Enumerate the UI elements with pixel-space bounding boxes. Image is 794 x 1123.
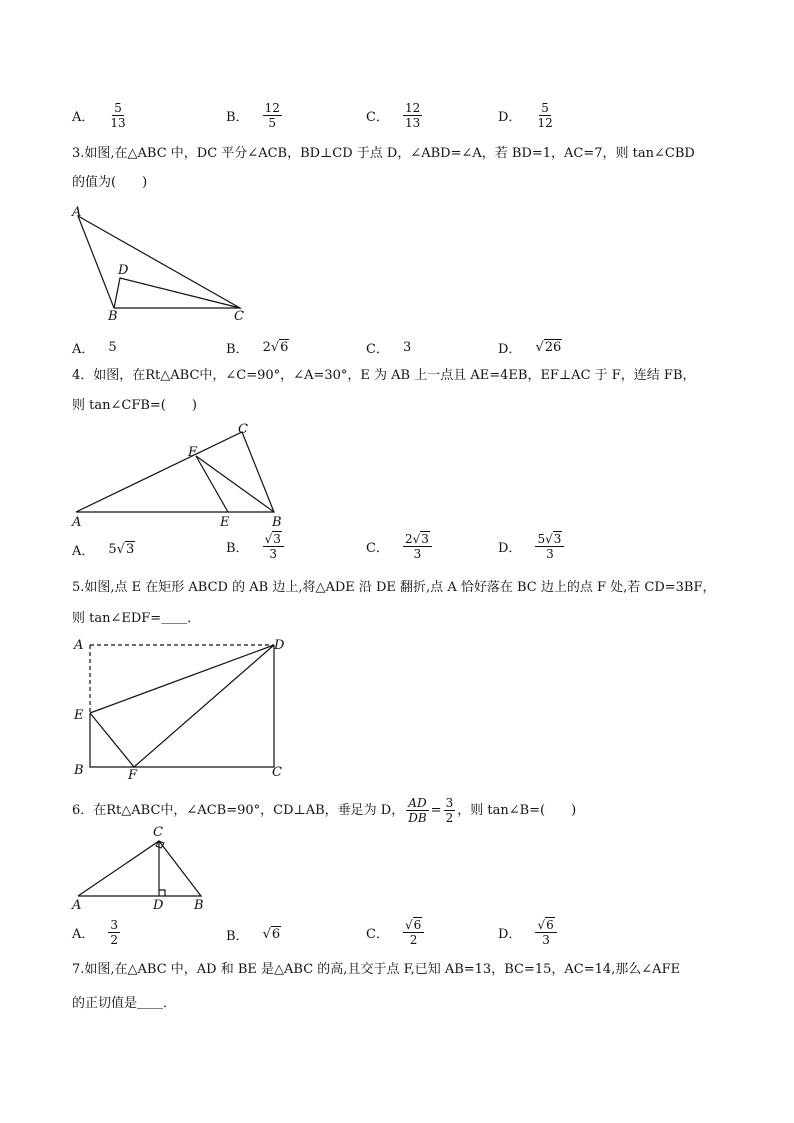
q3-label-c: C (234, 309, 244, 324)
q3-label-b: B (108, 309, 118, 324)
q4-label-c: C (238, 422, 248, 437)
q6-option-a[interactable]: A． $\frac{3}{2}$ (72, 918, 119, 947)
q5-rect-bottom-right (90, 645, 274, 767)
sqrt: √6 (262, 927, 281, 942)
q4-option-d[interactable]: D． $\frac{5√3}{3}$ (498, 532, 564, 561)
q2-option-b[interactable]: B． $\frac{12}{5}$ (226, 101, 280, 130)
q6-option-b[interactable]: B． √6 (226, 927, 281, 944)
q4-label-e: E (220, 515, 230, 530)
q4-label-f: F (188, 445, 198, 460)
q4-question-line1: 4．如图，在Rt△ABC中，∠C=90°，∠A=30°，E 为 AB 上一点且 AE=4EB，EF⊥AC 于 F，连结 FB， (72, 368, 696, 383)
q6-option-d[interactable]: D． $\frac{√6}{3}$ (498, 918, 557, 947)
q7-question-line2: 的正切值是＿＿． (72, 996, 177, 1011)
sqrt: √3 (116, 542, 135, 557)
q5-question-line1: 5.如图,点 E 在矩形 ABCD 的 AB 边上,将△ADE 沿 DE 翻折,点 A 恰好落在 BC 边上的点 F 处,若 CD=3BF， (72, 580, 716, 595)
q4-label-b: B (272, 515, 282, 530)
q6-label-a: A (72, 898, 82, 913)
q2-option-d[interactable]: D． $\frac{5}{12}$ (498, 101, 553, 130)
q3-figure (68, 204, 258, 326)
q3-label-a: A (72, 205, 82, 220)
fraction: $\frac{12}{13}$ (404, 101, 421, 130)
q4-option-b[interactable]: B． $\frac{√3}{3}$ (226, 532, 284, 561)
q5-question-line2: 则 tan∠EDF=＿＿． (72, 611, 201, 626)
q5-label-f: F (128, 768, 138, 782)
q5-label-b: B (74, 763, 84, 778)
q3-option-d[interactable]: D． √26 (498, 340, 562, 357)
q4-segment-fe (196, 456, 228, 512)
q6-label-d: D (153, 898, 164, 913)
q4-question-line2: 则 tan∠CFB=( ) (72, 398, 197, 413)
q4-label-a: A (72, 515, 82, 530)
q6-right-angle-d (159, 890, 165, 896)
q2-option-c[interactable]: C． $\frac{12}{13}$ (366, 101, 421, 130)
q6-label-c: C (153, 825, 163, 840)
fraction: $\frac{3}{2}$ (110, 918, 119, 947)
fraction-three-halves: $\frac{3}{2}$ (445, 796, 454, 825)
fraction: $\frac{√6}{3}$ (535, 918, 556, 947)
q5-label-a: A (74, 638, 84, 653)
q3-question-line1: 3.如图,在△ABC 中，DC 平分∠ACB，BD⊥CD 于点 D，∠ABD=∠A，若 BD=1，AC=7，则 tan∠CBD (72, 146, 695, 161)
q3-question-line2: 的值为( ) (72, 175, 148, 190)
q3-label-d: D (118, 263, 129, 278)
fraction-ad-db: $\frac{AD}{DB}$ (408, 796, 427, 825)
q6-figure (68, 824, 218, 914)
sqrt: √6 (270, 340, 289, 355)
q2-option-a[interactable]: A． $\frac{5}{13}$ (72, 101, 126, 130)
q4-figure (68, 420, 298, 532)
q6-question-line1: 6．在Rt△ABC中，∠ACB=90°，CD⊥AB，垂足为 D， $\frac{AD}{DB}$ = $\frac{3}{2}$ ，则 tan∠B=( ) (72, 796, 577, 825)
q5-label-d: D (274, 638, 285, 653)
q6-label-b: B (194, 898, 204, 913)
fraction: $\frac{5}{13}$ (110, 101, 126, 130)
q6-option-c[interactable]: C． $\frac{√6}{2}$ (366, 918, 424, 947)
q3-option-a[interactable]: A． 5 (72, 340, 117, 357)
fraction: $\frac{√6}{2}$ (403, 918, 424, 947)
q5-figure (68, 634, 298, 782)
q5-label-c: C (272, 765, 282, 780)
q6-triangle (78, 841, 201, 896)
q7-question-line1: 7.如图,在△ABC 中，AD 和 BE 是△ABC 的高,且交于点 F,已知 AB=13，BC=15，AC=14,那么∠AFE (72, 962, 681, 977)
fraction: $\frac{2√3}{3}$ (403, 532, 432, 561)
q4-option-c[interactable]: C． $\frac{2√3}{3}$ (366, 532, 432, 561)
q3-option-b[interactable]: B． 2 √6 (226, 340, 289, 357)
fraction: $\frac{12}{5}$ (264, 101, 280, 130)
q4-triangle (76, 432, 274, 512)
q3-triangle (78, 216, 240, 308)
q5-label-e: E (74, 708, 84, 723)
q3-option-c[interactable]: C． 3 (366, 340, 412, 357)
q3-segments-bd-dc (114, 278, 240, 308)
fraction: $\frac{5}{12}$ (537, 101, 553, 130)
fraction: $\frac{√3}{3}$ (263, 532, 284, 561)
fraction: $\frac{5√3}{3}$ (535, 532, 564, 561)
q5-fold (90, 645, 274, 767)
sqrt: √26 (535, 340, 562, 355)
q4-option-a[interactable]: A． 5 √3 (72, 542, 135, 559)
